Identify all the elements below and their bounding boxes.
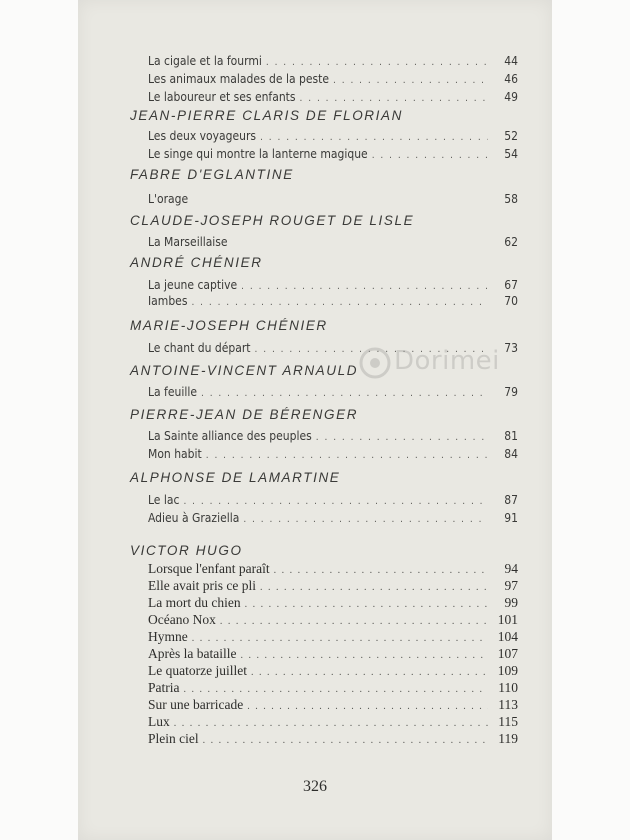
entry-title: Le singe qui montre la lanterne magique <box>148 147 368 161</box>
dot-leader <box>203 732 488 750</box>
toc-entry <box>148 611 518 629</box>
entry-page-number: 44 <box>504 54 518 68</box>
toc-entry <box>148 491 518 509</box>
entry-page-number: 67 <box>504 278 518 292</box>
toc-entry <box>148 233 518 251</box>
entry-title: Le chant du départ <box>148 341 251 355</box>
entry-title: Lorsque l'enfant paraît <box>148 561 270 576</box>
entry-page-number: 46 <box>504 72 518 86</box>
entry-page-number: 113 <box>498 697 518 712</box>
toc-entry <box>148 88 518 106</box>
watermark <box>358 346 500 386</box>
entry-title: Plein ciel <box>148 731 199 746</box>
entry-page-number: 104 <box>497 629 518 644</box>
entry-title: L'orage <box>148 192 189 206</box>
toc-entry <box>148 190 518 208</box>
entry-title: Mon habit <box>148 447 202 461</box>
entry-page-number: 94 <box>504 561 518 576</box>
toc-entry <box>148 445 518 463</box>
entry-title: Le lac <box>148 493 180 507</box>
table-of-contents <box>78 0 552 840</box>
entry-page-number: 109 <box>497 663 518 678</box>
entry-page-number: 115 <box>498 714 518 729</box>
entry-page-number: 84 <box>504 447 518 461</box>
entry-title: Adieu à Graziella <box>148 511 240 525</box>
author-heading: ANDRÉ CHÉNIER <box>130 255 263 270</box>
entry-page-number: 91 <box>504 511 518 525</box>
entry-page-number: 99 <box>504 595 518 610</box>
author-heading: CLAUDE-JOSEPH ROUGET DE LISLE <box>130 213 415 228</box>
toc-entry <box>148 713 518 731</box>
toc-entry <box>148 594 518 612</box>
entry-title: Sur une barricade <box>148 697 244 712</box>
toc-entry <box>148 427 518 445</box>
toc-entry <box>148 127 518 145</box>
entry-page-number: 54 <box>504 147 518 161</box>
dot-leader <box>372 147 488 165</box>
entry-page-number: 81 <box>504 429 518 443</box>
entry-page-number: 101 <box>497 612 518 627</box>
entry-title: Iambes <box>148 294 188 308</box>
entry-page-number: 110 <box>498 680 518 695</box>
dot-leader <box>201 385 488 403</box>
entry-title: Le quatorze juillet <box>148 663 247 678</box>
toc-entry <box>148 662 518 680</box>
author-heading: ALPHONSE DE LAMARTINE <box>130 470 341 485</box>
author-heading: ANTOINE-VINCENT ARNAULD <box>130 363 359 378</box>
entry-page-number: 70 <box>504 294 518 308</box>
toc-entry <box>148 509 518 527</box>
entry-page-number: 107 <box>497 646 518 661</box>
entry-title: Hymne <box>148 629 188 644</box>
toc-entry <box>148 52 518 70</box>
toc-entry <box>148 730 518 748</box>
entry-title: La jeune captive <box>148 278 238 292</box>
author-heading: MARIE-JOSEPH CHÉNIER <box>130 318 328 333</box>
toc-entry <box>148 292 518 310</box>
entry-title: Océano Nox <box>148 612 216 627</box>
entry-page-number: 73 <box>504 341 518 355</box>
toc-entry <box>148 679 518 697</box>
entry-page-number: 52 <box>504 129 518 143</box>
entry-title: Le laboureur et ses enfants <box>148 90 296 104</box>
dot-leader <box>206 447 488 465</box>
author-heading: FABRE D'EGLANTINE <box>130 167 294 182</box>
toc-entry <box>148 70 518 88</box>
entry-title: Les animaux malades de la peste <box>148 72 330 86</box>
toc-entry <box>148 145 518 163</box>
entry-title: La Sainte alliance des peuples <box>148 429 312 443</box>
entry-title: La feuille <box>148 385 197 399</box>
toc-entry <box>148 645 518 663</box>
entry-title: Patria <box>148 680 180 695</box>
author-heading: PIERRE-JEAN DE BÉRENGER <box>130 407 359 422</box>
entry-page-number: 62 <box>504 235 518 249</box>
page-number: 326 <box>303 778 327 795</box>
dot-leader <box>243 511 488 529</box>
watermark-text: Dorimei <box>394 346 500 376</box>
author-heading: JEAN-PIERRE CLARIS DE FLORIAN <box>130 108 403 123</box>
toc-entry <box>148 577 518 595</box>
toc-entry <box>148 628 518 646</box>
entry-page-number: 119 <box>498 731 518 746</box>
entry-title: Les deux voyageurs <box>148 129 257 143</box>
author-heading: VICTOR HUGO <box>130 543 243 558</box>
entry-title: La mort du chien <box>148 595 241 610</box>
entry-page-number: 79 <box>504 385 518 399</box>
entry-title: La cigale et la fourmi <box>148 54 262 68</box>
entry-title: Après la bataille <box>148 646 237 661</box>
toc-entry <box>148 560 518 578</box>
entry-page-number: 97 <box>504 578 518 593</box>
entry-title: La Marseillaise <box>148 235 228 249</box>
dot-leader <box>191 294 488 312</box>
watermark-logo-icon <box>358 346 392 380</box>
entry-title: Elle avait pris ce pli <box>148 578 256 593</box>
toc-entry <box>148 696 518 714</box>
book-page <box>78 0 552 840</box>
entry-page-number: 58 <box>504 192 518 206</box>
entry-page-number: 87 <box>504 493 518 507</box>
entry-title: Lux <box>148 714 170 729</box>
entry-page-number: 49 <box>504 90 518 104</box>
